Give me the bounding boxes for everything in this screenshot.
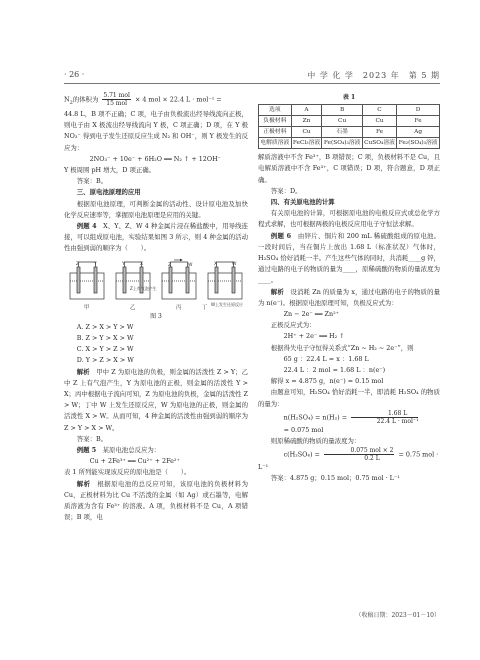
paragraph: 解得 x = 4.875 g，n(e⁻) = 0.15 mol [270,377,384,386]
left-column [64,92,248,523]
beaker [70,273,104,299]
table-cell: Ag [397,127,440,138]
page-number: · 26 · [64,70,85,79]
paragraph: 根据得失电子守恒得关系式“Zn ~ H₂ ~ 2e⁻”，则 [270,343,414,352]
svg-text:Y: Y [94,261,97,267]
svg-text:X: X [214,261,218,267]
analysis-text: 甲中 Z 为原电池的负极，则金属的活泼性 Z > Y；乙中 Z 上有气泡产生，Y 为原电池的正极，则金属的活泼性 Y > X；丙中根据电子流向可知，Z 为原电池的负极，金属的活泼性 Z > W；丁中 W 上发生还原反应，W 为原电池的正极，则金属的活泼性 X > W。从而可知，4 种金属的活泼性由强到弱的顺序为 Z > Y > X > W。 [64,367,248,432]
fraction-denominator: 15 mol [106,100,128,107]
equation: 2NO₃⁻ + 10e⁻ + 6H₂O ══ N₂ ↑ + 12OH⁻ [89,154,222,163]
answer: 答案：B。 [76,434,108,443]
paragraph: 正极反应式为： [270,321,316,330]
example-6 [258,231,440,287]
text: c(H₂SO₄) = [283,450,320,459]
figure-caption: 图 3 [150,312,162,320]
paragraph: 表 1 所列能实现该反应的原电池是（ ）。 [64,468,191,477]
table-cell: Fe₂(SO₄)₃溶液 [397,138,440,149]
text: n(H₂SO₄) = n(H₂) = [283,413,348,422]
figure-annotation: W上发生还原反应 [211,301,243,307]
analysis-text: 根据原电池的总反应可知，该原电池的负极材料为 Cu，正极材料为比 Cu 不活泼的金属（如 Ag）或石墨等，电解质溶液为含有 Fe³⁺ 的溶液。A 项，负极材料不是 Cu，A 项错误；B 项，电 [64,479,249,522]
table-1 [258,104,440,149]
fraction-denominator: 0.2 L [364,455,380,463]
equation: Cu + 2Fe³⁺ ══ Cu²⁺ + 2Fe²⁺ [89,457,180,466]
analysis-5 [64,479,248,524]
svg-text:W: W [188,262,193,268]
fraction [102,92,131,107]
table-cell: 负极材料 [259,116,292,127]
example-text: 某原电池总反应为： [102,446,161,455]
text: N [64,95,70,104]
figure-label: 丁 [202,304,208,311]
paragraph: 解质溶液中不含 Fe³⁺，B 项错误；C 项，负极材料不是 Cu，且电解质溶液中不含 Fe³⁺，C 项错误；D 项，符合题意，D 项正确。 [258,153,440,184]
paragraph: 44.8 L，B 项不正确；C 项，电子由负极流出经导线流向正极，则电子由 X 极流出经导线流向 Y 极，C 项正确；D 项，在 Y 极 NO₃⁻ 得到电子发生还原反应生成 N₂ 和 OH⁻，则 Y 极发生的反应为： [64,109,248,152]
table-caption: 表 1 [342,94,356,101]
section-heading: 三、原电池原理的应用 [76,188,141,197]
equation [258,410,440,425]
option-d: D. Y > Z > X > W [76,356,134,365]
paragraph: 由题意可知，H₂SO₄ 恰好消耗一半，即消耗 H₂SO₄ 的物质的量为： [258,388,440,408]
fraction [324,447,395,462]
example-text: X、Y、Z、W 4 种金属片浸在稀盐酸中，用导线连接，可以组成原电池，实验结果如图 3 所示，则 4 种金属的活动性由强到弱的顺序为（ ）。 [64,222,249,253]
table-row [259,116,440,127]
table-row [259,127,440,138]
table-cell: 电解质溶液 [259,138,292,149]
fraction-numerator: 5.71 mol [103,92,130,99]
svg-text:X: X [140,261,144,267]
analysis-label: 解析 [270,287,284,296]
answer: 答案：B。 [76,177,108,186]
table-header: C [362,105,396,116]
svg-text:Y: Y [122,261,125,267]
electrode [77,267,80,293]
table-header: D [397,105,440,116]
equation [258,447,440,473]
analysis-text: 设消耗 Zn 的质量为 x，通过电路的电子的物质的量为 n(e⁻)。根据原电池原理可知，负极反应式为： [258,287,441,307]
equation: 2H⁺ + 2e⁻ ══ H₂ ↑ [283,332,345,341]
svg-text:Z: Z [168,262,172,268]
table-cell: 正极材料 [259,127,292,138]
table-cell: Fe [362,127,396,138]
equation: 65 g ：22.4 L = x ：1.68 L [283,354,369,363]
figure-label: 甲 [84,304,90,311]
example-text: 由锌片、铜片和 200 mL 稀硫酸组成的原电池。一段时间后，当在铜片上放出 1.68 L（标准状况）气体时，H₂SO₄ 恰好消耗一半。产生这些气体的同时，共消耗____g 锌，通过电路的电子的物质的量为____，原稀硫酸的物质的量浓度为____。 [258,231,440,285]
answer: 答案：D。 [270,186,302,195]
paragraph: Y 极周围 pH 增大，D 项正确。 [64,166,156,174]
option-c: C. X > Y > Z > W [76,345,134,354]
table-cell: Fe(SO₄)₃溶液 [322,138,362,149]
section-heading: 四、有关原电池的计算 [270,198,335,207]
journal-title: 中 学 化 学 2023 年 第 5 期 [307,71,440,80]
table-cell: Zn [291,116,322,127]
svg-text:W: W [232,261,237,267]
example-5 [64,445,248,456]
table-row [259,138,440,149]
equation: Zn − 2e⁻ ══ Zn²⁺ [283,310,340,319]
text: 的体积为 [72,95,99,104]
table-header: B [322,105,362,116]
calc-line: $N_2$的体积为 $\frac{\text{5.71 mol}}{\text{15 mol}}$ × 4 mol × 22.4 L · mol⁻¹ = [64,92,222,107]
text: × 4 mol × 22.4 L · mol⁻¹ = [134,95,222,104]
paragraph: 有关原电池的计算，可根据原电池的电极反应式或总化学方程式求解，也可根据两极的电极反应用电子守恒法求解。 [258,209,440,229]
table-header-row [259,105,440,116]
table-cell: Cu [322,116,362,127]
fraction [351,410,418,425]
analysis-4 [64,367,248,434]
header-rule [64,83,440,84]
table-cell: CuSO₄溶液 [362,138,396,149]
receipt-date: （收稿日期：2023－01－10） [355,612,440,619]
analysis-label: 解析 [76,367,90,376]
table-cell: Cu [291,127,322,138]
figure-label: 乙 [130,304,136,311]
answer: 答案：4.875 g；0.15 mol；0.75 mol · L⁻¹ [270,474,400,483]
example-label: 例题 6 [270,231,292,240]
table-cell: 石墨 [322,127,362,138]
fraction-numerator: 1.68 L [351,410,418,418]
right-column [258,92,440,485]
electrode [94,267,97,293]
fraction-denominator: 22.4 L · mol⁻¹ [376,417,419,425]
paragraph: 则原稀硫酸的物质的量浓度为： [270,437,361,446]
option-b: B. Z > Y > X > W [76,334,134,343]
analysis-6 [258,287,440,309]
figure-annotation: Z上有气泡产生 [130,285,157,291]
example-label: 例题 4 [76,222,97,231]
equation: 22.4 L ：2 mol = 1.68 L ：n(e⁻) [283,366,386,375]
analysis-label: 解析 [76,479,91,488]
example-4 [64,221,248,255]
table-header: 选项 [259,105,292,116]
svg-text:Z: Z [76,261,80,267]
table-cell: Cu [362,116,396,127]
option-a: A. Z > X > Y > W [76,322,134,331]
paragraph: 根据原电池原理，可判断金属的活动性、设计原电池及加快化学反应速率等，掌握原电池原理是应用的关键。 [64,199,248,219]
fraction-numerator: 0.075 mol × 2 [324,447,395,455]
page-header [64,70,440,86]
table-cell: FeCl₃溶液 [291,138,322,149]
figure-3 [64,257,248,311]
example-label: 例题 5 [76,446,97,455]
figure-label: 丙 [176,304,182,311]
text: = 0.75 mol · L⁻¹ [258,450,439,472]
table-cell: Fe [397,116,440,127]
cells-diagram [64,257,248,311]
equation: = 0.075 mol [283,425,324,434]
table-header: A [291,105,322,116]
